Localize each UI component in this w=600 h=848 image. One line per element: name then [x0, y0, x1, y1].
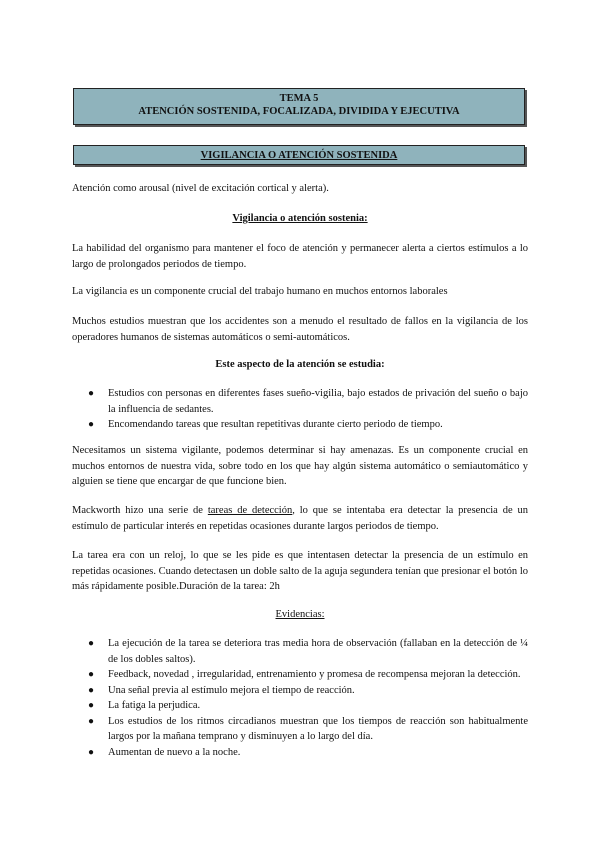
list-item: ● La fatiga la perjudica. — [72, 698, 528, 714]
list-item: ● La ejecución de la tarea se deteriora tras media hora de observación (fallaban en la detección de ¼ de los dobles saltos). — [88, 638, 528, 665]
list-item: ● Feedback, novedad , irregularidad, entrenamiento y promesa de recompensa mejoran la detección. — [72, 667, 528, 683]
heading-estudia: Este aspecto de la atención se estudia: — [215, 359, 385, 370]
detection-tasks-link: tareas de detección — [207, 505, 293, 516]
list-item: ● Aumentan de nuevo a la noche. — [72, 745, 528, 761]
heading-vigilancia: Vigilancia o atención sostenia: — [232, 213, 368, 224]
paragraph-arousal: Atención como arousal (nivel de excitación cortical y alerta). — [72, 183, 329, 194]
bullet-icon: ● — [88, 700, 95, 711]
title-box — [73, 88, 525, 125]
topic-number: TEMA 5 — [279, 93, 319, 104]
paragraph-definition: La habilidad del organismo para mantener el foco de atención y permanecer alerta a ciertos estímulos a lo largo de prolongados periodos de tiempo. — [72, 243, 528, 270]
bullet-icon: ● — [88, 746, 95, 758]
paragraph-mackworth: Mackworth hizo una serie de tareas de detección, lo que se intentaba era detectar la presencia de un estímulo de particular interés en repetidas ocasiones durante largos periodos de tiempo. — [72, 505, 528, 532]
list-item: ● Una señal previa al estímulo mejora el tiempo de reacción. — [72, 683, 528, 699]
paragraph-crucial: La vigilancia es un componente crucial del trabajo humano en muchos entornos laborales — [72, 286, 448, 297]
list-item: ● Encomendando tareas que resultan repetitivas durante cierto periodo de tiempo. — [72, 417, 528, 433]
section-title: VIGILANCIA O ATENCIÓN SOSTENIDA — [200, 150, 398, 161]
list-item: ● Los estudios de los ritmos circadianos muestran que los tiempos de reacción son habitualmente largos por la mañana temprano y disminuyen a lo largo del día. — [88, 715, 528, 742]
paragraph-vigilant-system: Necesitamos un sistema vigilante, podemos determinar si hay amenazas. Es un componente crucial en muchos entornos de nuestra vida, sobre todo en los que hay algún sistema automático o semiautomático y alguien se tiene que encargar de que funcione bien. — [72, 445, 528, 487]
heading-evidencias: Evidencias: — [275, 609, 325, 620]
evidence-list — [72, 636, 528, 760]
list-item: ● Estudios con personas en diferentes fases sueño-vigilia, bajo estados de privación del sueño o bajo la influencia de sedantes. — [88, 388, 528, 415]
paragraph-clock-task: La tarea era con un reloj, lo que se les pide es que intentasen detectar la presencia de un estímulo en repetidas ocasiones. Cuando detectasen un doble salto de la aguja segundera tenían que presionar el botón lo más rápidamente posible.Duración de la tarea: 2h — [72, 550, 528, 592]
study-list — [72, 386, 528, 433]
bullet-icon: ● — [88, 388, 95, 399]
bullet-icon: ● — [88, 684, 95, 696]
bullet-icon: ● — [88, 419, 95, 430]
section-box — [73, 145, 525, 165]
bullet-icon: ● — [88, 638, 95, 649]
topic-title: ATENCIÓN SOSTENIDA, FOCALIZADA, DIVIDIDA Y EJECUTIVA — [138, 106, 460, 117]
paragraph-accidents: Muchos estudios muestran que los accidentes son a menudo el resultado de fallos en la vigilancia de los operadores humanos de sistemas automáticos o semi-automáticos. — [72, 316, 528, 343]
bullet-icon: ● — [88, 669, 95, 680]
bullet-icon: ● — [88, 715, 95, 727]
